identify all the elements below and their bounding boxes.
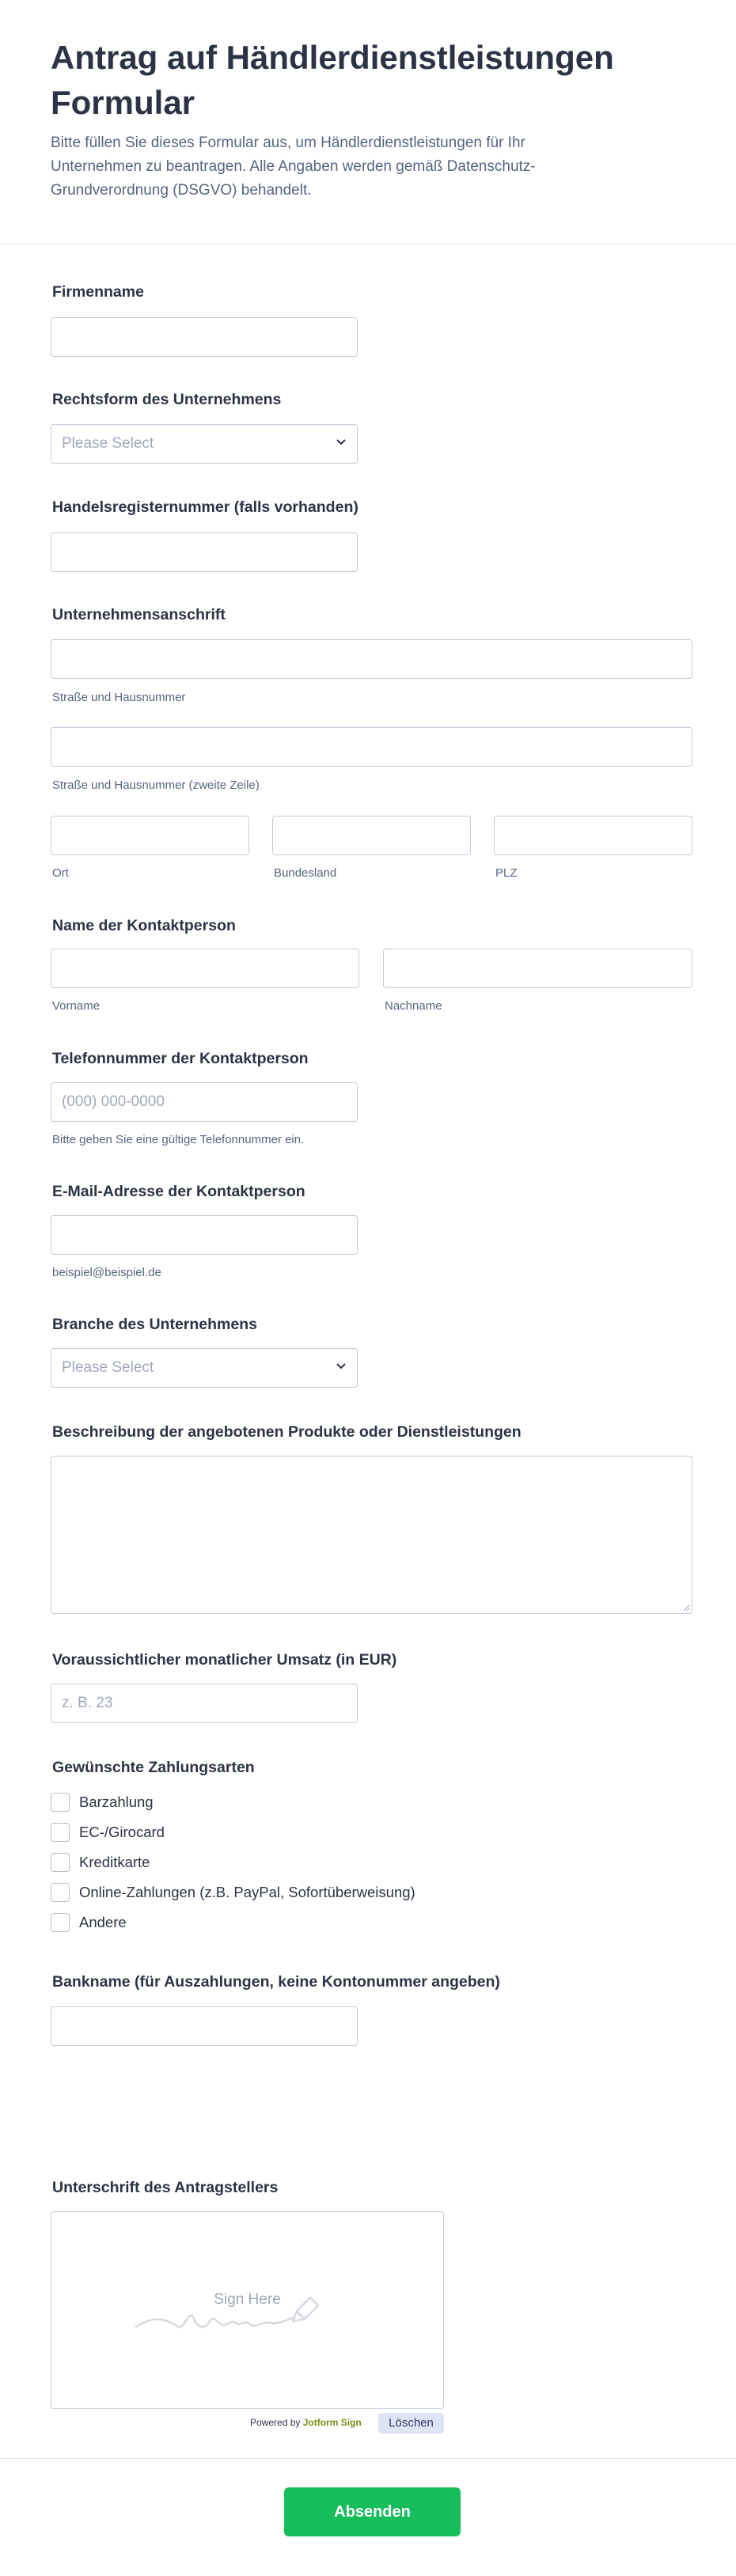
form-title: Antrag auf Händlerdienstleistungen Formular: [51, 39, 614, 121]
checkbox[interactable]: [51, 1883, 70, 1902]
contact-name-label: Name der Kontaktperson: [52, 917, 236, 934]
address-label: Unternehmensanschrift: [52, 606, 226, 623]
signature-pen-icon: [135, 2283, 372, 2339]
payment-option-label: Online-Zahlungen (z.B. PayPal, Sofortüberweisung): [79, 1884, 415, 1900]
register-number-label: Handelsregisternummer (falls vorhanden): [52, 498, 359, 516]
last-name-sublabel: Nachname: [385, 999, 442, 1013]
phone-sublabel: Bitte geben Sie eine gültige Telefonnummer ein.: [52, 1133, 305, 1146]
chevron-down-icon: [335, 435, 347, 448]
revenue-input[interactable]: [51, 1684, 358, 1723]
payment-methods-label: Gewünschte Zahlungsarten: [52, 1759, 255, 1776]
bank-name-input[interactable]: [51, 2006, 358, 2046]
city-input[interactable]: [51, 816, 249, 855]
payment-option-label: Barzahlung: [79, 1794, 154, 1810]
company-name-input[interactable]: [51, 317, 358, 357]
industry-label: Branche des Unternehmens: [52, 1316, 257, 1333]
signature-label: Unterschrift des Antragstellers: [52, 2179, 279, 2196]
jotform-sign-brand: Jotform Sign: [302, 2417, 362, 2428]
zip-input[interactable]: [494, 816, 692, 855]
revenue-placeholder: z. B. 23: [62, 1695, 113, 1711]
payment-option-girocard[interactable]: [51, 1822, 165, 1843]
chevron-down-icon: [335, 1359, 347, 1372]
legal-form-placeholder: Please Select: [62, 435, 154, 452]
first-name-sublabel: Vorname: [52, 999, 101, 1013]
resize-grip-icon[interactable]: [681, 1602, 690, 1612]
submit-button[interactable]: Absenden: [284, 2487, 461, 2536]
phone-label: Telefonnummer der Kontaktperson: [52, 1050, 309, 1067]
payment-option-creditcard[interactable]: [51, 1852, 150, 1873]
industry-select[interactable]: [51, 1348, 358, 1388]
powered-by-prefix: Powered by: [250, 2417, 301, 2428]
payment-option-label: EC-/Girocard: [79, 1824, 165, 1840]
description-label: Beschreibung der angebotenen Produkte oder Dienstleistungen: [52, 1423, 522, 1441]
company-name-label: Firmenname: [52, 283, 144, 301]
description-textarea[interactable]: [51, 1456, 692, 1614]
checkbox[interactable]: [51, 1853, 70, 1872]
first-name-input[interactable]: [51, 949, 359, 988]
street-input[interactable]: [51, 639, 692, 679]
checkbox[interactable]: [51, 1913, 70, 1932]
payment-option-online[interactable]: [51, 1882, 415, 1903]
email-label: E-Mail-Adresse der Kontaktperson: [52, 1183, 305, 1200]
state-sublabel: Bundesland: [274, 866, 337, 880]
payment-option-other[interactable]: [51, 1912, 127, 1933]
payment-option-cash[interactable]: [51, 1792, 154, 1813]
email-input[interactable]: [51, 1215, 358, 1255]
powered-by-text: [250, 2417, 362, 2428]
clear-signature-button[interactable]: Löschen: [378, 2413, 444, 2434]
checkbox[interactable]: [51, 1823, 70, 1842]
street-sublabel: Straße und Hausnummer: [52, 691, 186, 704]
legal-form-select[interactable]: [51, 424, 358, 464]
revenue-label: Voraussichtlicher monatlicher Umsatz (in EUR): [52, 1651, 397, 1669]
state-input[interactable]: [272, 816, 471, 855]
payment-option-label: Andere: [79, 1914, 127, 1930]
phone-placeholder: (000) 000-0000: [62, 1093, 165, 1110]
street2-input[interactable]: [51, 727, 692, 767]
checkbox[interactable]: [51, 1793, 70, 1812]
signature-pad[interactable]: [51, 2211, 444, 2409]
payment-option-label: Kreditkarte: [79, 1854, 150, 1870]
legal-form-label: Rechtsform des Unternehmens: [52, 391, 282, 408]
sign-here-hint: Sign Here: [214, 2291, 281, 2308]
form-header: [0, 0, 736, 244]
last-name-input[interactable]: [383, 949, 692, 988]
city-sublabel: Ort: [52, 866, 69, 880]
footer-divider: [0, 2458, 736, 2459]
bank-name-label: Bankname (für Auszahlungen, keine Kontonummer angeben): [52, 1973, 500, 1991]
email-sublabel: beispiel@beispiel.de: [52, 1266, 161, 1279]
register-number-input[interactable]: [51, 532, 358, 572]
form-description: Bitte füllen Sie dieses Formular aus, um Händlerdienstleistungen für Ihr Unternehmen zu beantragen. Alle Angaben werden gemäß Datenschutz-Grundverordnung (DSGVO) behandelt.: [51, 134, 536, 199]
zip-sublabel: PLZ: [495, 866, 518, 880]
street2-sublabel: Straße und Hausnummer (zweite Zeile): [52, 778, 260, 792]
industry-placeholder: Please Select: [62, 1359, 154, 1376]
phone-input[interactable]: [51, 1082, 358, 1122]
